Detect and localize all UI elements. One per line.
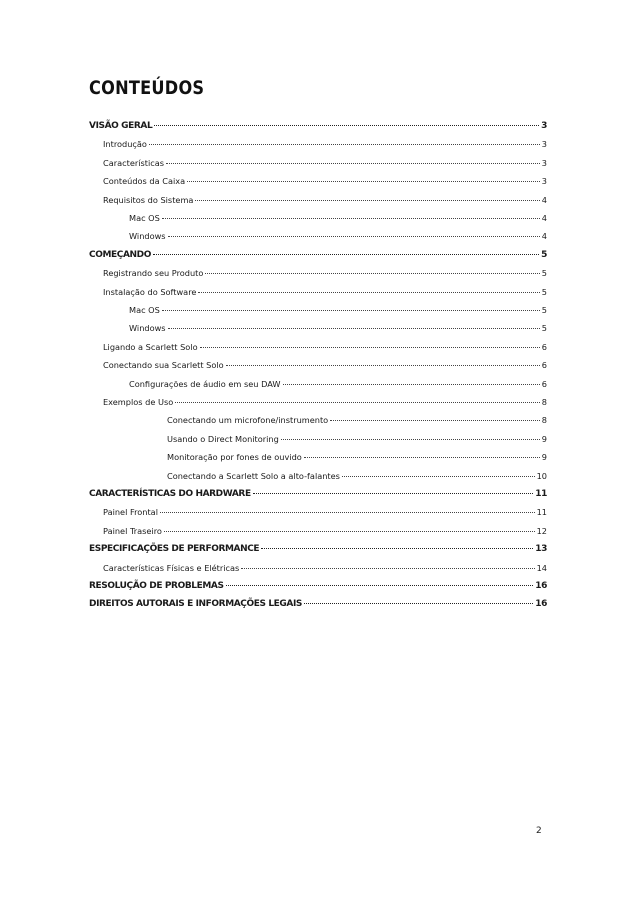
toc-entry-page: 3 bbox=[541, 176, 547, 187]
toc-entry-label: ESPECIFICAÇÕES DE PERFORMANCE bbox=[89, 544, 260, 555]
toc-entry-page: 13 bbox=[535, 544, 547, 555]
toc-entry-label: Mac OS bbox=[129, 213, 160, 223]
toc-entry-label: Windows bbox=[129, 323, 166, 334]
toc-entry[interactable] bbox=[89, 415, 547, 429]
dot-leader bbox=[253, 493, 534, 494]
toc-entry-page: 8 bbox=[541, 397, 547, 407]
toc-entry-page: 6 bbox=[541, 360, 547, 371]
toc-entry[interactable] bbox=[89, 287, 547, 301]
toc-entry[interactable] bbox=[89, 507, 547, 521]
dot-leader bbox=[241, 568, 534, 569]
toc-entry-page: 5 bbox=[541, 286, 547, 297]
dot-leader bbox=[200, 347, 540, 348]
toc-entry-label: Conectando a Scarlett Solo a alto-falantes bbox=[167, 470, 340, 481]
toc-entry-page: 4 bbox=[541, 194, 547, 205]
toc-entry[interactable] bbox=[89, 231, 547, 245]
toc-entry-label: CARACTERÍSTICAS DO HARDWARE bbox=[89, 489, 251, 499]
toc-entry-page: 14 bbox=[536, 562, 547, 573]
toc-entry-label: Painel Frontal bbox=[103, 507, 158, 518]
toc-entry-label: VISÃO GERAL bbox=[89, 121, 153, 131]
toc-entry-label: DIREITOS AUTORAIS E INFORMAÇÕES LEGAIS bbox=[89, 599, 302, 610]
toc-entry-label: COMEÇANDO bbox=[89, 249, 151, 260]
dot-leader bbox=[198, 292, 539, 293]
dot-leader bbox=[304, 457, 540, 458]
dot-leader bbox=[162, 310, 540, 311]
toc-entry-label: Conteúdos da Caixa bbox=[103, 176, 186, 187]
dot-leader bbox=[330, 420, 540, 421]
toc-section-heading[interactable] bbox=[89, 581, 547, 595]
toc-entry-label: Monitoração por fones de ouvido bbox=[167, 452, 302, 463]
toc-entry[interactable] bbox=[89, 323, 547, 337]
toc-entry-page: 16 bbox=[535, 581, 547, 591]
toc-entry-page: 9 bbox=[541, 452, 547, 463]
toc-entry-label: Painel Traseiro bbox=[103, 525, 162, 536]
toc-entry[interactable] bbox=[89, 379, 547, 393]
toc-section-heading[interactable] bbox=[89, 121, 547, 135]
dot-leader bbox=[205, 273, 539, 274]
dot-leader bbox=[342, 476, 535, 477]
toc-entry-page: 16 bbox=[535, 599, 547, 610]
toc-section-heading[interactable] bbox=[89, 489, 547, 503]
toc-entry-page: 12 bbox=[536, 525, 547, 536]
toc-section-heading[interactable] bbox=[89, 599, 547, 613]
toc-entry-page: 3 bbox=[541, 121, 547, 131]
toc-entry-label: Ligando a Scarlett Solo bbox=[103, 341, 198, 352]
toc-entry-page: 11 bbox=[535, 489, 547, 499]
toc-entry-page: 6 bbox=[541, 341, 547, 352]
dot-leader bbox=[283, 384, 540, 385]
dot-leader bbox=[160, 512, 535, 513]
toc-entry-page: 4 bbox=[541, 231, 547, 242]
toc-entry-page: 5 bbox=[541, 268, 547, 279]
toc-entry[interactable] bbox=[89, 305, 547, 319]
toc-entry[interactable] bbox=[89, 268, 547, 282]
toc-entry[interactable] bbox=[89, 158, 547, 172]
toc-entry-label: Introdução bbox=[103, 139, 147, 150]
toc-entry[interactable] bbox=[89, 526, 547, 540]
toc-entry-label: Usando o Direct Monitoring bbox=[167, 433, 279, 444]
toc-entry-page: 3 bbox=[541, 139, 547, 150]
toc-entry-label: Conectando sua Scarlett Solo bbox=[103, 360, 224, 371]
dot-leader bbox=[187, 181, 540, 182]
toc-entry-page: 10 bbox=[536, 470, 547, 481]
toc-entry-page: 11 bbox=[536, 507, 547, 518]
toc-entry-page: 8 bbox=[541, 415, 547, 426]
toc-entry-label: Registrando seu Produto bbox=[103, 268, 204, 279]
toc-entry-label: RESOLUÇÃO DE PROBLEMAS bbox=[89, 581, 224, 591]
toc-entry-label: Características bbox=[103, 157, 165, 168]
toc-entry[interactable] bbox=[89, 434, 547, 448]
dot-leader bbox=[164, 531, 535, 532]
toc-entry-page: 5 bbox=[541, 249, 547, 260]
page-title: CONTEÚDOS bbox=[89, 77, 205, 99]
toc-entry[interactable] bbox=[89, 176, 547, 190]
toc-entry-label: Exemplos de Uso bbox=[103, 397, 174, 407]
dot-leader bbox=[153, 254, 539, 255]
toc-entry[interactable] bbox=[89, 195, 547, 209]
toc-entry-page: 4 bbox=[541, 213, 547, 223]
dot-leader bbox=[175, 402, 540, 403]
toc-entry-page: 9 bbox=[541, 433, 547, 444]
toc-entry-label: Windows bbox=[129, 231, 166, 242]
toc-entry-label: Conectando um microfone/instrumento bbox=[167, 415, 329, 426]
toc-entry-label: Mac OS bbox=[129, 305, 160, 315]
dot-leader bbox=[195, 200, 539, 201]
dot-leader bbox=[162, 218, 540, 219]
toc-entry-label: Requisitos do Sistema bbox=[103, 194, 194, 205]
dot-leader bbox=[166, 163, 540, 164]
toc-entry-page: 5 bbox=[541, 305, 547, 315]
toc-entry[interactable] bbox=[89, 360, 547, 374]
page-number: 2 bbox=[536, 826, 542, 836]
toc-entry-label: Características Físicas e Elétricas bbox=[103, 562, 240, 573]
dot-leader bbox=[281, 439, 540, 440]
toc-entry[interactable] bbox=[89, 563, 547, 577]
dot-leader bbox=[154, 125, 539, 126]
toc-entry-page: 3 bbox=[541, 157, 547, 168]
dot-leader bbox=[168, 328, 540, 329]
toc-section-heading[interactable] bbox=[89, 250, 547, 264]
dot-leader bbox=[261, 548, 533, 549]
toc-entry-label: Instalação do Software bbox=[103, 286, 197, 297]
dot-leader bbox=[226, 365, 540, 366]
toc-entry[interactable] bbox=[89, 342, 547, 356]
dot-leader bbox=[226, 585, 534, 586]
dot-leader bbox=[304, 603, 533, 604]
toc-entry[interactable] bbox=[89, 213, 547, 227]
dot-leader bbox=[149, 144, 540, 145]
toc-entry[interactable] bbox=[89, 452, 547, 466]
toc-entry-label: Configurações de áudio em seu DAW bbox=[129, 378, 281, 389]
dot-leader bbox=[168, 236, 540, 237]
toc-entry-page: 6 bbox=[541, 378, 547, 389]
toc-entry-page: 5 bbox=[541, 323, 547, 334]
toc-entry[interactable] bbox=[89, 139, 547, 153]
toc-section-heading[interactable] bbox=[89, 544, 547, 558]
toc-entry[interactable] bbox=[89, 397, 547, 411]
toc-entry[interactable] bbox=[89, 471, 547, 485]
